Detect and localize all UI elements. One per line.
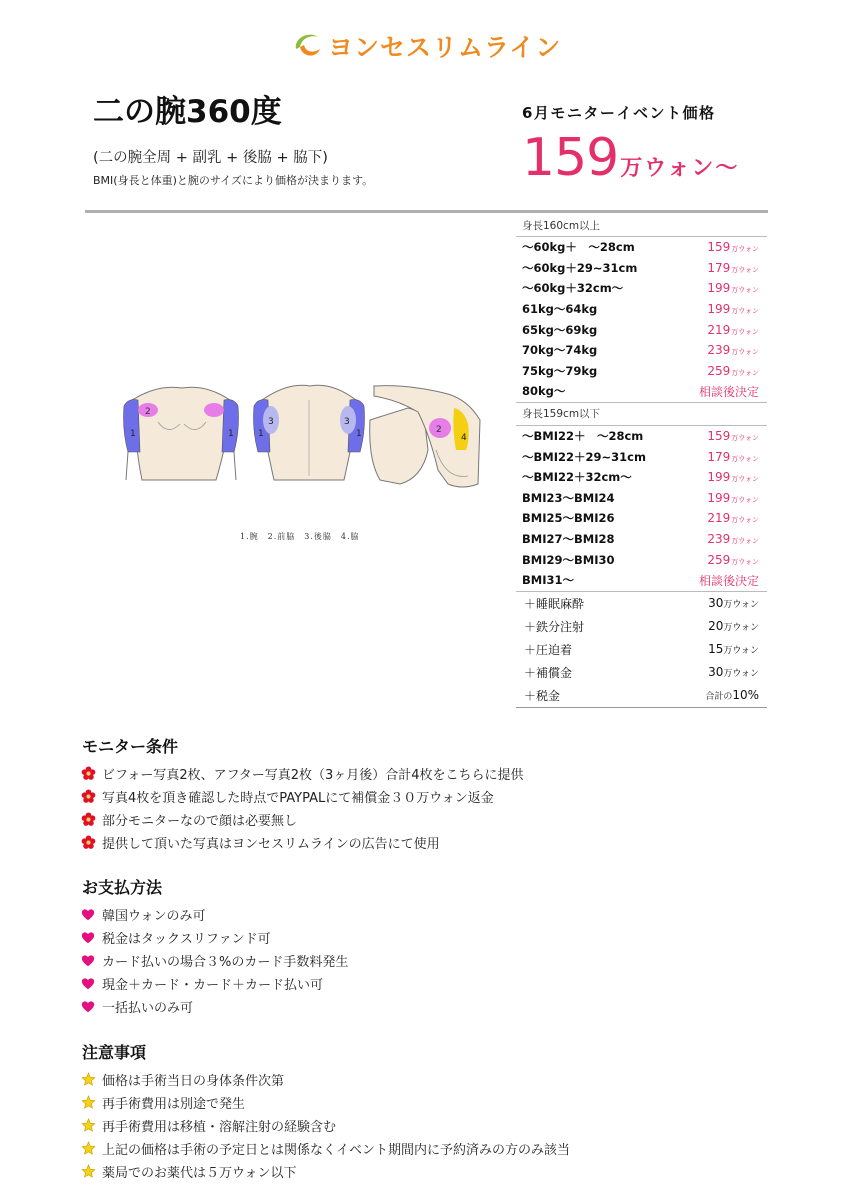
- price-row-value: [707, 429, 759, 443]
- price-row-value: [699, 572, 759, 589]
- extra-cost-number: 15: [708, 642, 724, 656]
- price-number: 179: [707, 449, 731, 464]
- heart-icon: [80, 907, 96, 923]
- payment-list: [80, 903, 348, 1018]
- price-number: 259: [707, 552, 731, 567]
- price-row-label: BMI27～BMI28: [522, 532, 615, 547]
- price-unit: 万ウォン: [731, 348, 759, 357]
- extra-cost-unit: 万ウォン: [723, 623, 759, 633]
- page-title: 二の腕360度: [93, 94, 282, 130]
- list-item: [80, 762, 524, 785]
- extra-cost-row: [516, 638, 767, 661]
- price-row-value: [707, 240, 759, 254]
- diagram-caption: 1.腕 2.前脇 3.後脇 4.脇: [240, 532, 360, 541]
- extra-cost-value: [708, 642, 759, 656]
- price-row-value: [699, 383, 759, 400]
- price-number: 239: [707, 532, 731, 547]
- extra-cost-value: [708, 619, 759, 633]
- price-row-value: [707, 302, 759, 316]
- list-item: [80, 785, 524, 808]
- extra-cost-unit: 万ウォン: [723, 600, 759, 610]
- extra-cost-value: [708, 596, 759, 610]
- extra-costs: [516, 591, 767, 707]
- price-number: 相談後決定: [698, 384, 759, 399]
- price-unit: 万ウォン: [731, 245, 759, 254]
- extra-cost-label: ＋圧迫着: [524, 642, 573, 657]
- list-item: [80, 1068, 570, 1091]
- extra-cost-row: [516, 661, 767, 684]
- svg-text:1: 1: [258, 429, 264, 439]
- back-torso-figure: [254, 385, 365, 480]
- price-number: 239: [707, 343, 731, 358]
- list-item-text: 写真4枚を頂き確認した時点でPAYPALにて補償金３０万ウォン返金: [102, 791, 494, 806]
- flower-icon: [80, 766, 96, 782]
- extra-cost-unit: 万ウォン: [723, 646, 759, 656]
- extra-cost-row: [516, 615, 767, 638]
- brand-logo: [290, 26, 561, 66]
- list-item-text: 上記の価格は手術の予定日とは関係なくイベント期間内に予約済みの方のみ該当: [102, 1143, 571, 1158]
- heart-icon: [80, 976, 96, 992]
- price-row-label: BMI29～BMI30: [522, 552, 615, 567]
- price-row-value: [707, 470, 759, 484]
- list-item: [80, 903, 348, 926]
- list-item: [80, 1114, 570, 1137]
- price-row: [516, 508, 767, 529]
- list-item-text: 韓国ウォンのみ可: [102, 909, 206, 924]
- price-unit: 万ウォン: [731, 286, 759, 295]
- svg-text:4: 4: [461, 433, 467, 443]
- extra-cost-label: ＋補償金: [524, 665, 573, 680]
- list-item-text: 税金はタックスリファンド可: [102, 932, 271, 947]
- price-row-value: [707, 323, 759, 337]
- payment-section: [80, 877, 348, 1018]
- price-row: [516, 549, 767, 570]
- flower-icon: [80, 812, 96, 828]
- price-number: 199: [707, 490, 731, 505]
- extra-cost-number: 20: [708, 619, 724, 633]
- price-row-label: BMI25～BMI26: [522, 511, 615, 526]
- event-price-unit: 万ウォン～: [620, 156, 740, 181]
- list-item-text: 提供して頂いた写真はヨンセスリムラインの広告にて使用: [102, 837, 440, 852]
- section-title: 注意事項: [82, 1043, 147, 1062]
- extra-cost-value: [708, 665, 759, 679]
- list-item-text: ビフォー写真2枚、アフター写真2枚（3ヶ月後）合計4枚をこちらに提供: [102, 768, 524, 783]
- price-row-value: [707, 281, 759, 295]
- price-number: 相談後決定: [698, 573, 759, 588]
- svg-text:3: 3: [344, 417, 350, 427]
- price-row: [516, 340, 767, 361]
- svg-text:2: 2: [436, 425, 442, 435]
- extra-cost-value: [705, 688, 759, 702]
- flower-icon: [80, 789, 96, 805]
- price-row: [516, 258, 767, 279]
- group-header-tall: 身長160cm以上: [516, 214, 767, 237]
- list-item: [80, 972, 348, 995]
- price-unit: 万ウォン: [731, 516, 759, 525]
- monitor-conditions-list: [80, 762, 524, 854]
- svg-text:2: 2: [145, 407, 151, 417]
- extra-cost-label: ＋睡眠麻酔: [524, 596, 585, 611]
- list-item: [80, 995, 348, 1018]
- price-row: [516, 570, 767, 591]
- price-number: 219: [707, 511, 731, 526]
- extra-cost-number: 10%: [732, 688, 759, 702]
- notes-list: [80, 1068, 570, 1183]
- price-row-label: ～BMI22＋32cm～: [522, 470, 632, 485]
- price-row-value: [707, 343, 759, 357]
- svg-text:1: 1: [130, 429, 136, 439]
- price-unit: 万ウォン: [731, 265, 759, 274]
- list-item: [80, 1091, 570, 1114]
- price-row-value: [707, 511, 759, 525]
- price-row-label: 61kg～64kg: [522, 302, 598, 317]
- star-icon: [80, 1095, 96, 1111]
- price-number: 159: [707, 429, 731, 444]
- price-unit: 万ウォン: [731, 368, 759, 377]
- extra-cost-number: 30: [708, 596, 724, 610]
- list-item-text: 一括払いのみ可: [102, 1001, 194, 1016]
- brand-name: ヨンセスリムライン: [328, 33, 562, 62]
- pricing-note: BMI(身長と体重)と腕のサイズにより価格が決まります。: [93, 174, 374, 187]
- extra-cost-label: ＋税金: [524, 688, 561, 703]
- price-row-label: 65kg～69kg: [522, 322, 598, 337]
- monitor-conditions-section: [80, 736, 524, 854]
- price-row: [516, 426, 767, 447]
- heart-icon: [80, 953, 96, 969]
- price-row-label: ～BMI22＋29~31cm: [522, 449, 646, 464]
- body-diagrams: [118, 380, 488, 490]
- heart-icon: [80, 930, 96, 946]
- price-unit: 万ウォン: [731, 307, 759, 316]
- price-row: [516, 529, 767, 550]
- price-row: [516, 467, 767, 488]
- price-row: [516, 299, 767, 320]
- list-item: [80, 949, 348, 972]
- extra-cost-label: ＋鉄分注射: [524, 619, 585, 634]
- price-unit: 万ウォン: [731, 537, 759, 546]
- front-torso-figure: [124, 387, 239, 480]
- star-icon: [80, 1118, 96, 1134]
- price-unit: 万ウォン: [731, 454, 759, 463]
- price-number: 199: [707, 470, 731, 485]
- price-number: 199: [707, 281, 731, 296]
- notes-section: [80, 1042, 570, 1183]
- price-row-label: BMI23～BMI24: [522, 490, 615, 505]
- list-item-text: 現金＋カード・カード＋カード払い可: [102, 978, 324, 993]
- section-title: お支払方法: [82, 878, 163, 897]
- list-item-text: カード払いの場合３%のカード手数料発生: [102, 955, 349, 970]
- extra-cost-row: [516, 592, 767, 615]
- price-row: [516, 488, 767, 509]
- price-row: [516, 361, 767, 382]
- event-price: [522, 128, 739, 188]
- price-row: [516, 319, 767, 340]
- price-row: [516, 381, 767, 402]
- price-row-value: [707, 553, 759, 567]
- price-rows-tall: [516, 237, 767, 402]
- price-row-value: [707, 532, 759, 546]
- star-icon: [80, 1141, 96, 1157]
- svg-text:3: 3: [268, 417, 274, 427]
- price-row-value: [707, 450, 759, 464]
- list-item-text: 薬局でのお薬代は５万ウォン以下: [102, 1166, 297, 1181]
- price-row-label: ～60kg＋32cm～: [522, 281, 624, 296]
- list-item-text: 価格は手術当日の身体条件次第: [102, 1074, 285, 1089]
- leaf-logo-icon: [290, 29, 324, 63]
- section-title: モニター条件: [82, 737, 179, 756]
- price-table: [516, 214, 767, 708]
- price-row-label: 80kg～: [522, 384, 566, 399]
- price-number: 259: [707, 363, 731, 378]
- list-item: [80, 808, 524, 831]
- extra-cost-unit: 万ウォン: [723, 669, 759, 679]
- price-rows-short: [516, 426, 767, 591]
- list-item: [80, 926, 348, 949]
- price-row-label: BMI31～: [522, 573, 574, 588]
- list-item: [80, 1160, 570, 1183]
- table-bottom-line: [516, 707, 767, 708]
- price-row-value: [707, 491, 759, 505]
- price-unit: 万ウォン: [731, 557, 759, 566]
- price-number: 159: [707, 240, 731, 255]
- price-row-label: ～60kg＋ ～28cm: [522, 240, 635, 255]
- list-item: [80, 1137, 570, 1160]
- extra-cost-unit: 合計の: [705, 692, 733, 702]
- price-row-label: 75kg～79kg: [522, 363, 598, 378]
- price-unit: 万ウォン: [731, 475, 759, 484]
- price-row-label: ～BMI22＋ ～28cm: [522, 429, 644, 444]
- svg-text:1: 1: [228, 429, 234, 439]
- price-row-label: 70kg～74kg: [522, 343, 598, 358]
- list-item-text: 再手術費用は別途で発生: [102, 1097, 246, 1112]
- price-unit: 万ウォン: [731, 434, 759, 443]
- list-item-text: 部分モニターなので顔は必要無し: [102, 814, 298, 829]
- extra-cost-number: 30: [708, 665, 724, 679]
- price-number: 179: [707, 260, 731, 275]
- group-header-short: 身長159cm以下: [516, 402, 767, 426]
- svg-text:1: 1: [356, 429, 362, 439]
- price-unit: 万ウォン: [731, 327, 759, 336]
- star-icon: [80, 1164, 96, 1180]
- price-number: 199: [707, 302, 731, 317]
- price-row-value: [707, 364, 759, 378]
- price-unit: 万ウォン: [731, 495, 759, 504]
- flower-icon: [80, 835, 96, 851]
- price-row: [516, 278, 767, 299]
- event-label: 6月モニターイベント価格: [522, 104, 716, 122]
- side-torso-figure: [370, 386, 480, 487]
- list-item: [80, 831, 524, 854]
- extra-cost-row: [516, 684, 767, 707]
- heart-icon: [80, 999, 96, 1015]
- price-row-value: [707, 261, 759, 275]
- list-item-text: 再手術費用は移植・溶解注射の経験含む: [102, 1120, 337, 1135]
- price-row-label: ～60kg＋29~31cm: [522, 260, 638, 275]
- event-price-number: 159: [522, 128, 619, 188]
- price-row: [516, 237, 767, 258]
- price-row: [516, 446, 767, 467]
- star-icon: [80, 1072, 96, 1088]
- header-divider: [85, 210, 768, 213]
- procedure-subtitle: (二の腕全周 + 副乳 + 後脇 + 脇下): [93, 150, 328, 166]
- price-number: 219: [707, 322, 731, 337]
